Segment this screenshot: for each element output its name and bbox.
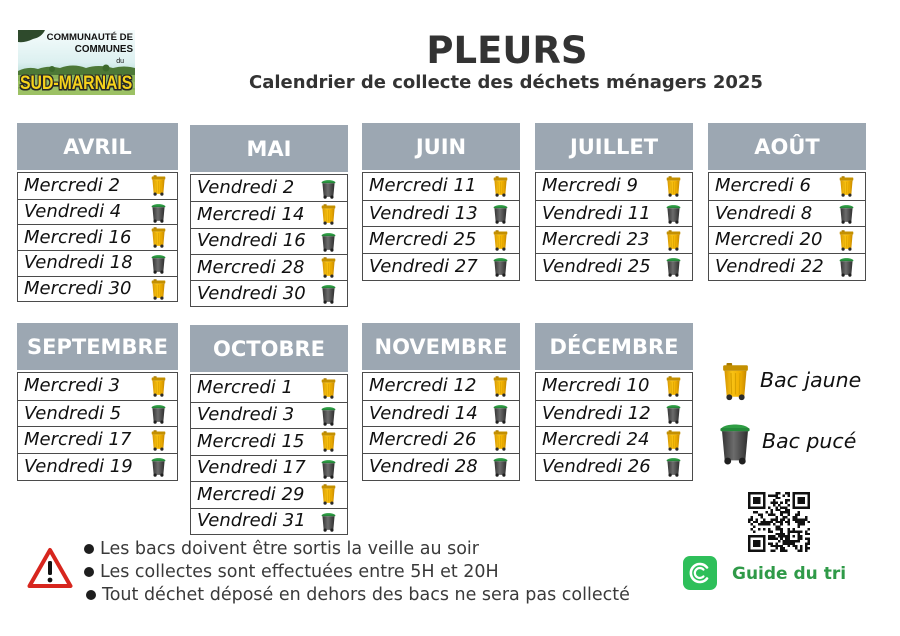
collection-day: Vendredi 8 [715, 202, 813, 224]
collection-day: Vendredi 22 [715, 255, 824, 277]
note-item [84, 583, 630, 606]
collection-day: Vendredi 26 [542, 455, 651, 477]
month-novembre [362, 323, 520, 481]
collection-row [363, 373, 519, 400]
yellow-bin-icon [321, 204, 336, 225]
collection-row [536, 253, 692, 280]
collection-row [191, 175, 347, 201]
collection-row [363, 426, 519, 453]
green-bin-icon [151, 253, 166, 274]
collection-row [536, 400, 692, 427]
green-bin-icon [839, 256, 854, 277]
collection-row [18, 276, 177, 302]
green-bin-icon [151, 403, 166, 424]
green-bin-icon [321, 231, 336, 252]
collection-row [18, 426, 177, 453]
green-bin-icon [493, 256, 508, 277]
logo-text-line1: COMMUNAUTÉ DE [46, 32, 133, 43]
collection-row [18, 199, 177, 225]
collection-list [708, 172, 866, 281]
collection-row [18, 453, 177, 480]
collection-row [536, 373, 692, 400]
collection-list [362, 172, 520, 281]
green-bin-icon [666, 256, 681, 277]
collection-day: Mercredi 16 [24, 226, 132, 248]
collection-day: Vendredi 19 [24, 455, 133, 477]
yellow-bin-icon [493, 376, 508, 397]
collection-row [363, 173, 519, 200]
collection-row [191, 508, 347, 535]
guide-du-tri-label: Guide du tri [732, 564, 847, 584]
collection-row [191, 455, 347, 482]
collection-row [536, 426, 692, 453]
collection-day: Mercredi 25 [369, 229, 477, 251]
month-header: OCTOBRE [190, 325, 348, 372]
green-bin-icon [151, 202, 166, 223]
notes-list [84, 537, 630, 606]
note-text: Les collectes sont effectuées entre 5H et 20H [100, 561, 499, 582]
note-text: Les bacs doivent être sortis la veille au soir [100, 538, 479, 559]
guide-du-tri-icon [683, 556, 717, 590]
collection-row [363, 200, 519, 227]
collection-list [362, 372, 520, 481]
collection-day: Mercredi 10 [542, 375, 650, 397]
yellow-bin-icon [151, 430, 166, 451]
month-header: SEPTEMBRE [17, 323, 178, 370]
collection-day: Mercredi 23 [542, 229, 650, 251]
collection-row [191, 428, 347, 455]
collection-day: Mercredi 24 [542, 429, 650, 451]
collection-list [535, 172, 693, 281]
collection-day: Mercredi 9 [542, 175, 638, 197]
yellow-bin-icon [839, 230, 854, 251]
collection-day: Vendredi 27 [369, 255, 478, 277]
collection-row [363, 253, 519, 280]
collection-day: Mercredi 15 [197, 430, 305, 452]
collection-list [17, 372, 178, 481]
yellow-bin-icon [321, 378, 336, 399]
yellow-bin-icon [722, 360, 749, 403]
page-subtitle: Calendrier de collecte des déchets ménagers 2025 [249, 72, 763, 93]
collection-day: Vendredi 5 [24, 402, 122, 424]
collection-day: Mercredi 1 [197, 377, 293, 399]
collection-row [709, 200, 865, 227]
page-title: PLEURS [426, 29, 588, 72]
logo-text-line3: du [116, 58, 124, 65]
yellow-bin-icon [493, 430, 508, 451]
collection-day: Mercredi 28 [197, 256, 305, 278]
collection-row [191, 201, 347, 227]
collection-row [191, 481, 347, 508]
collection-day: Vendredi 12 [542, 402, 651, 424]
month-header: MAI [190, 125, 348, 172]
yellow-bin-icon [666, 376, 681, 397]
green-bin-icon [666, 456, 681, 477]
warning-triangle-icon [27, 547, 73, 589]
collection-row [536, 226, 692, 253]
yellow-bin-icon [666, 176, 681, 197]
note-item [84, 560, 630, 583]
yellow-bin-icon [493, 176, 508, 197]
legend-label-yellow: Bac jaune [760, 368, 862, 392]
yellow-bin-icon [839, 176, 854, 197]
collection-row [18, 250, 177, 276]
green-bin-icon [321, 178, 336, 199]
green-bin-icon [666, 203, 681, 224]
collection-day: Vendredi 3 [197, 404, 295, 426]
collection-row [363, 453, 519, 480]
collection-row [18, 400, 177, 427]
collection-row [709, 173, 865, 200]
collection-list [190, 374, 348, 535]
yellow-bin-icon [666, 430, 681, 451]
green-bin-icon [321, 458, 336, 479]
collection-day: Vendredi 25 [542, 255, 651, 277]
qr-code-icon [748, 492, 810, 552]
collection-day: Mercredi 26 [369, 429, 477, 451]
collection-row [363, 226, 519, 253]
yellow-bin-icon [151, 376, 166, 397]
logo-text-line2: COMMUNES [74, 44, 133, 55]
month-header: JUIN [362, 123, 520, 170]
collection-day: Vendredi 14 [369, 402, 478, 424]
yellow-bin-icon [666, 230, 681, 251]
green-bin-icon [666, 403, 681, 424]
month-juin [362, 123, 520, 281]
collection-row [191, 402, 347, 429]
collection-day: Mercredi 30 [24, 278, 132, 300]
collection-row [536, 453, 692, 480]
collection-day: Mercredi 2 [24, 174, 120, 196]
green-bin-icon [493, 456, 508, 477]
collection-list [535, 372, 693, 481]
green-bin-icon [493, 403, 508, 424]
collection-row [709, 253, 865, 280]
collection-day: Mercredi 11 [369, 175, 477, 197]
collection-day: Vendredi 18 [24, 252, 133, 274]
collection-day: Vendredi 2 [197, 177, 295, 199]
collection-row [18, 224, 177, 250]
yellow-bin-icon [151, 175, 166, 196]
collection-day: Vendredi 28 [369, 455, 478, 477]
month-header: AVRIL [17, 123, 178, 170]
month-septembre [17, 323, 178, 481]
collection-day: Vendredi 13 [369, 202, 478, 224]
collection-row [363, 400, 519, 427]
collection-day: Vendredi 11 [542, 202, 651, 224]
collection-day: Mercredi 14 [197, 203, 305, 225]
yellow-bin-icon [321, 257, 336, 278]
collection-row [536, 200, 692, 227]
month-decembre [535, 323, 693, 481]
collection-list [17, 172, 178, 302]
month-mai [190, 125, 348, 307]
month-aout [708, 123, 866, 281]
green-bin-icon [493, 203, 508, 224]
collection-day: Mercredi 17 [24, 429, 132, 451]
collection-list [190, 174, 348, 307]
month-avril [17, 123, 178, 302]
bullet-icon [84, 544, 94, 554]
green-bin-icon [151, 456, 166, 477]
collection-day: Vendredi 17 [197, 457, 306, 479]
yellow-bin-icon [151, 279, 166, 300]
sud-marnais-logo [18, 30, 135, 95]
green-bin-icon [718, 420, 752, 465]
bullet-icon [84, 567, 94, 577]
collection-day: Mercredi 3 [24, 375, 120, 397]
legend-label-green: Bac pucé [762, 429, 857, 453]
collection-row [191, 280, 347, 306]
bullet-icon [86, 590, 96, 600]
green-bin-icon [321, 283, 336, 304]
collection-day: Mercredi 20 [715, 229, 823, 251]
collection-day: Mercredi 29 [197, 483, 305, 505]
yellow-bin-icon [493, 230, 508, 251]
collection-row [709, 226, 865, 253]
collection-row [191, 375, 347, 402]
month-header: NOVEMBRE [362, 323, 520, 370]
yellow-bin-icon [321, 484, 336, 505]
note-text: Tout déchet déposé en dehors des bacs ne sera pas collecté [102, 584, 630, 605]
month-juillet [535, 123, 693, 281]
month-header: JUILLET [535, 123, 693, 170]
collection-row [18, 173, 177, 199]
collection-day: Mercredi 12 [369, 375, 477, 397]
green-bin-icon [321, 405, 336, 426]
month-octobre [190, 325, 348, 535]
collection-row [191, 254, 347, 280]
collection-day: Vendredi 31 [197, 510, 306, 532]
collection-day: Vendredi 4 [24, 201, 122, 223]
logo-text-sud-marnais: SUD-MARNAIS [20, 72, 133, 94]
collection-row [191, 228, 347, 254]
note-item [84, 537, 630, 560]
yellow-bin-icon [321, 431, 336, 452]
yellow-bin-icon [151, 227, 166, 248]
collection-row [18, 373, 177, 400]
green-bin-icon [321, 511, 336, 532]
collection-day: Vendredi 16 [197, 230, 306, 252]
collection-row [536, 173, 692, 200]
month-header: DÉCEMBRE [535, 323, 693, 370]
green-bin-icon [839, 203, 854, 224]
month-header: AOÛT [708, 123, 866, 170]
collection-day: Mercredi 6 [715, 175, 811, 197]
collection-day: Vendredi 30 [197, 282, 306, 304]
